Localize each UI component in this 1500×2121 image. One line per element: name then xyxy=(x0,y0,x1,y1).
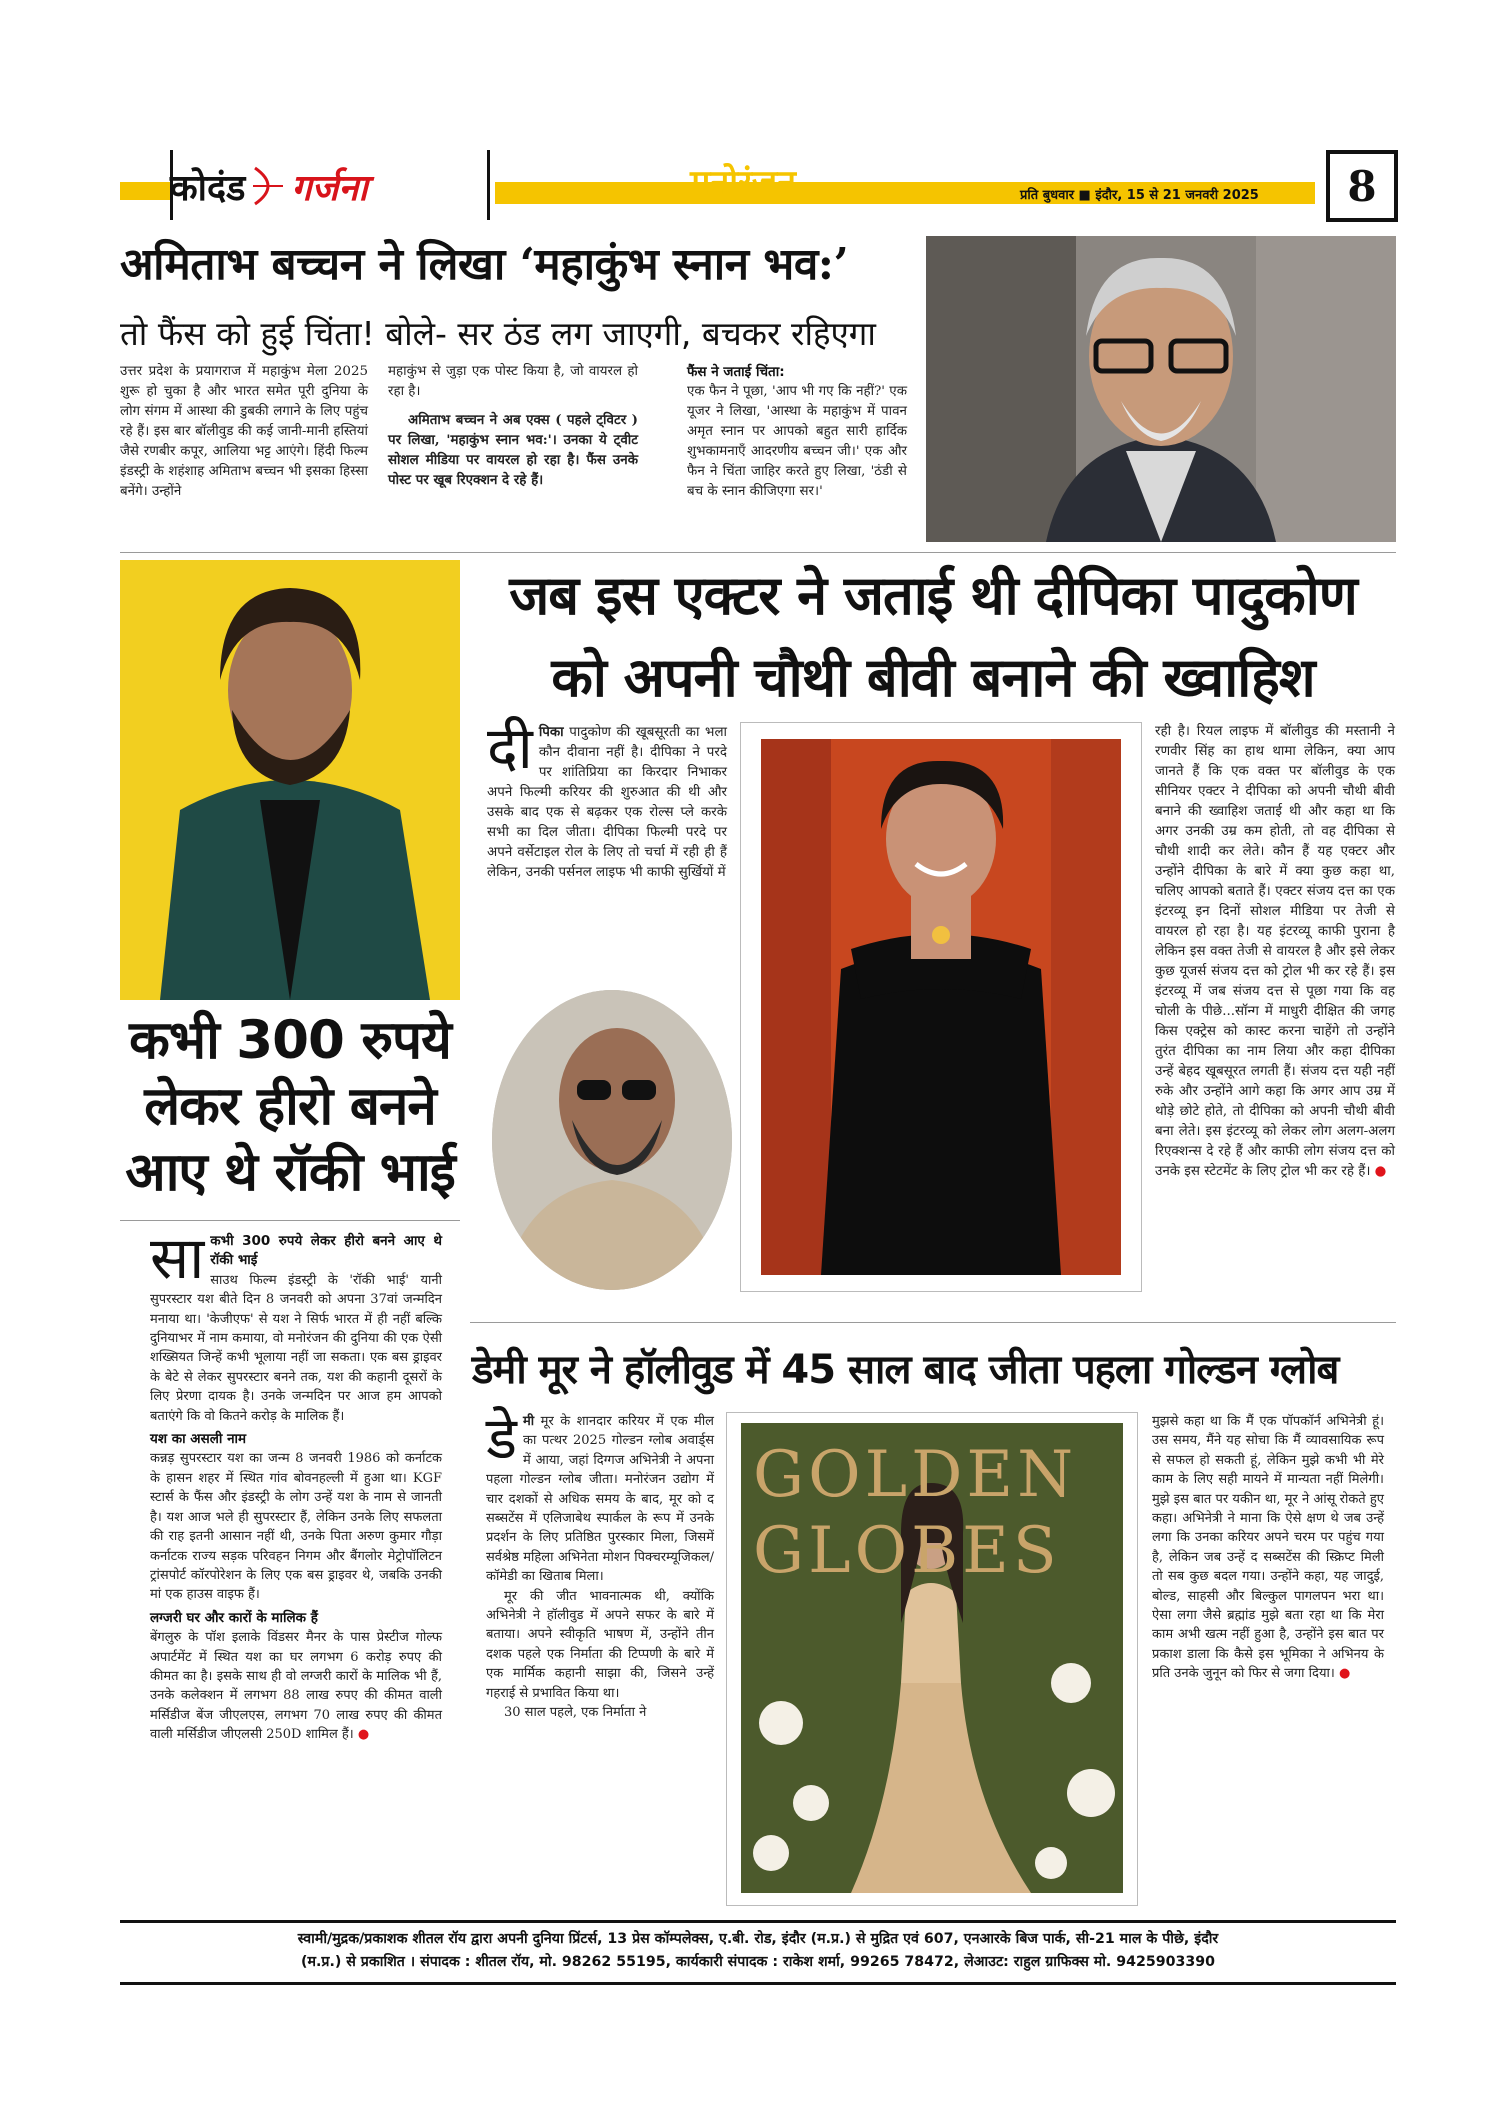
story3-headline-line1: कभी 300 रुपये xyxy=(129,1010,451,1071)
story4-col1-para3: 30 साल पहले, एक निर्माता ने xyxy=(504,1705,647,1721)
story4-col2 xyxy=(1152,1412,1384,1684)
story2-dropcap: दी xyxy=(487,714,533,782)
story3-subhead1: यश का असली नाम xyxy=(150,1431,247,1448)
story3-lead: कभी 300 रुपये लेकर हीरो बनने आए थे रॉकी भाई xyxy=(210,1233,442,1269)
section-title: मनोरंजन xyxy=(690,163,797,203)
imprint-line1: स्वामी/मुद्रक/प्रकाशक शीतल रॉय द्वारा अपनी दुनिया प्रिंटर्स, 13 प्रेस कॉम्पलेक्स, ए.बी. रोड, इंदौर (म.प्र.) से मुद्रित एवं 607, एनआरके बिज पार्क, सी-21 माल के पीछे, इंदौर xyxy=(297,1931,1219,1947)
story3-para3 xyxy=(150,1628,442,1744)
yash-photo xyxy=(120,560,460,1000)
deepika-photo-frame xyxy=(740,722,1142,1292)
story3-para3-text: बेंगलुरु के पॉश इलाके विंडसर मैनर के पास प्रेस्टीज गोल्फ अपार्टमेंट में स्थित यश का घर लगभग 6 करोड़ रुपए की कीमत का है। इसके साथ ही वो लग्जरी कारों के मालिक भी हैं, उनके कलेक्शन में लगभग 88 लाख रुपए की कीमत वाली मर्सिडीज बेंज जीएलएस, लगभग 70 लाख रुपए की कीमत वाली मर्सिडीज जीएलसी 250D शामिल हैं। xyxy=(150,1630,442,1743)
story1-col1: उत्तर प्रदेश के प्रयागराज में महाकुंभ मेला 2025 शुरू हो चुका है और भारत समेत पूरी दुनिया के लोग संगम में आस्था की डुबकी लगाने के लिए पहुंच रहे हैं। इस बार बॉलीवुड की कई जानी-मानी हस्तियां जैसे रणबीर कपूर, आलिया भट्ट आएंगे। हिंदी फिल्म इंडस्ट्री के शहंशाह अमिताभ बच्चन भी इसका हिस्सा बनेंगे। उन्होंने xyxy=(120,364,368,499)
story3-para2: कन्नड़ सुपरस्टार यश का जन्म 8 जनवरी 1986 को कर्नाटक के हासन शहर में स्थित गांव बोवनहल्ली में हुआ था। KGF स्टार्स के फैंस और इंडस्ट्री के लोग उन्हें यश के नाम से जानती है। यश आज भले ही सुपरस्टार हैं, लेकिन उनके लिए सफलता की राह इतनी आसान नहीं थी, उनके पिता अरुण कुमार गौड़ा कर्नाटक राज्य सड़क परिवहन निगम और बैंगलोर मेट्रोपॉलिटन ट्रांसपोर्ट कॉरपोरेशन के लिए एक बस ड्राइवर थे, जबकि उनकी मां एक हाउस वाइफ हैं। xyxy=(150,1451,442,1603)
masthead-bar-left xyxy=(120,182,170,200)
logo-text-garjana: गर्जना xyxy=(291,167,368,209)
story3-subhead2: लग्जरी घर और कारों के मालिक हैं xyxy=(150,1609,318,1626)
story2-headline xyxy=(470,560,1396,714)
footer-bottom-rule xyxy=(120,1982,1396,1985)
end-dot-icon: ● xyxy=(357,1727,370,1743)
story1-col2 xyxy=(388,362,638,490)
story4-headline: डेमी मूर ने हॉलीवुड में 45 साल बाद जीता पहला गोल्डन ग्लोब xyxy=(472,1347,1339,1393)
story2-col2 xyxy=(1155,722,1395,1182)
imprint-footer xyxy=(120,1928,1396,1974)
story3-headline-line3: आए थे रॉकी भाई xyxy=(125,1142,455,1203)
story1-col2-text: महाकुंभ से जुड़ा एक पोस्ट किया है, जो वायरल हो रहा है। xyxy=(388,364,638,399)
story3-headline-line2: लेकर हीरो बनने xyxy=(144,1076,436,1137)
end-dot-icon: ● xyxy=(1338,1666,1351,1682)
story1-col3-subhead: फैंस ने जताई चिंता: xyxy=(687,364,785,380)
demi-moore-photo-frame xyxy=(726,1412,1138,1906)
end-dot-icon: ● xyxy=(1374,1164,1387,1179)
story4-col1-text: मूर के शानदार करियर में एक मील का पत्थर 2025 गोल्डन ग्लोब अवार्ड्स में आया, जहां दिग्गज अभिनेत्री ने अपना पहला गोल्डन ग्लोब जीता। मनोरंजन उद्योग में चार दशकों से अधिक समय के बाद, मूर को द सब्सटेंस में एलिजाबेथ स्पार्कल के रूप में उनके प्रदर्शन के लिए प्रतिष्ठित पुरस्कार मिला, जिसमें सर्वश्रेष्ठ महिला अभिनेता मोशन पिक्चरम्यूजिकल/कॉमेडी का खिताब मिला। xyxy=(486,1414,714,1585)
story2-headline-line1: जब इस एक्टर ने जताई थी दीपिका पादुकोण xyxy=(509,564,1357,627)
amitabh-photo xyxy=(926,236,1396,542)
story1-col3 xyxy=(687,362,907,502)
story4-col1-para2: मूर की जीत भावनात्मक थी, क्योंकि अभिनेत्री ने हॉलीवुड में अपने सफर के बारे में बताया। अपने स्वीकृति भाषण में, उन्होंने तीन दशक पहले एक निर्माता की टिप्पणी के बारे में एक मार्मिक कहानी साझा की, जिसने उन्हें गहराई से प्रभावित किया था। xyxy=(486,1588,714,1701)
story1-subhead: तो फैंस को हुई चिंता! बोले- सर ठंड लग जाएगी, बचकर रहिएगा xyxy=(120,314,876,353)
story2-bottom-rule xyxy=(470,1322,1396,1323)
golden-globes-backdrop-text: GOLDEN GLOBES xyxy=(753,1438,1078,1588)
newspaper-logo[interactable] xyxy=(170,148,490,224)
story3-body xyxy=(150,1224,442,1745)
story4-dropcap: डे xyxy=(486,1404,518,1472)
story2-col1-text: पादुकोण की खूबसूरती का भला कौन दीवाना नहीं है। दीपिका ने परदे पर शांतिप्रिया का किरदार निभाकर अपने फिल्मी करियर की शुरुआत की थी और उसके बाद एक से बढ़कर एक रोल्स प्ले करके सभी का दिल जीता। दीपिका फिल्मी परदे पर अपने वर्सेटाइल रोल के लिए तो चर्चा में रही ही हैं लेकिन, उनकी पर्सनल लाइफ भी काफी सुर्खियों में xyxy=(487,725,727,880)
story4-col2-text: मुझसे कहा था कि मैं एक पॉपकॉर्न अभिनेत्री हूं। उस समय, मैंने यह सोचा कि मैं व्यावसायिक रूप से सफल हो सकती हूं, लेकिन मुझे कभी भी मेरे काम के लिए सही मायने में मान्यता नहीं मिलेगी। मुझे इस बात पर यकीन था, मूर ने आंसू रोकते हुए कहा। अभिनेत्री ने माना कि ऐसे क्षण थे जब उन्हें लगा कि उनका करियर अपने चरम पर पहुंच गया है, लेकिन जब उन्हें द सब्सटेंस की स्क्रिप्ट मिली तो सब कुछ बदल गया। उन्होंने कहा, यह जादुई, बोल्ड, साहसी और बिल्कुल पागलपन भरा था। ऐसा लगा जैसे ब्रह्मांड मुझे बता रहा था कि मेरा काम अभी खत्म नहीं हुआ है, उन्होंने इस बात पर प्रकाश डाला कि कैसे इस भूमिका ने अभिनय के प्रति उनके जुनून को फिर से जगा दिया। xyxy=(1152,1414,1384,1682)
story3-dropcap: सा xyxy=(150,1224,205,1292)
story3-headline xyxy=(120,1008,460,1206)
footer-top-rule xyxy=(120,1920,1396,1923)
story1-col3-text: एक फैन ने पूछा, 'आप भी गए कि नहीं?' एक यूजर ने लिखा, 'आस्था के महाकुंभ में पावन अमृत स्नान पर आपको बहुत सारी हार्दिक शुभकामनाएँ आदरणीय बच्चन जी।' एक और फैन ने चिंता जाहिर करते हुए लिखा, 'ठंडी से बच के स्नान कीजिएगा सर।' xyxy=(687,384,907,499)
story3-rule xyxy=(120,1220,460,1221)
bow-arrow-icon xyxy=(251,166,285,206)
masthead-divider xyxy=(487,150,490,220)
deepika-photo xyxy=(761,739,1121,1275)
story1-headline: अमिताभ बच्चन ने लिखा ‘महाकुंभ स्नान भव:’ xyxy=(120,239,849,290)
issue-date: प्रति बुधवार ■ इंदौर, 15 से 21 जनवरी 2025 xyxy=(1020,188,1259,203)
story4-lead: मी xyxy=(523,1414,535,1429)
demi-moore-photo xyxy=(741,1423,1123,1893)
story2-col2-text: रही है। रियल लाइफ में बॉलीवुड की मस्तानी ने रणवीर सिंह का हाथ थामा लेकिन, क्या आप जानते हैं कि एक वक्त पर बॉलीवुड के एक सीनियर एक्टर ने दीपिका को अपनी चौथी बीवी बनाने की ख्वाहिश जताई थी और कहा था कि अगर उनकी उम्र कम होती, तो वह दीपिका से चौथी शादी कर लेते। कौन हैं यह एक्टर और उन्होंने दीपिका के बारे में क्या कुछ कहा था, चलिए आपको बताते हैं। एक्टर संजय दत्त का एक इंटरव्यू इन दिनों सोशल मीडिया पर तेजी से वायरल हो रहा है। यह इंटरव्यू काफी पुराना है लेकिन इस वक्त तेजी से वायरल है और इसे लेकर कुछ यूजर्स संजय दत्त को ट्रोल भी कर रहे हैं। इस इंटरव्यू में जब संजय दत्त से पूछा गया कि वह चोली के पीछे...सॉन्ग में माधुरी दीक्षित की जगह किस एक्ट्रेस को कास्ट करना चाहेंगे तो उन्होंने तुरंत दीपिका का नाम लिया और कहा दीपिका उन्हें बेहद खूबसूरत लगती हैं। संजय दत्त यही नहीं रुके और उन्होंने आगे कहा कि अगर आप उम्र में थोड़े छोटे होते, तो दीपिका को अपनी चौथी बीवी बना लेते। इस इंटरव्यू को लेकर लोग अलग-अलग रिएक्शन्स दे रहे हैं और काफी लोग संजय दत्त को उनके इस स्टेटमेंट के लिए ट्रोल भी कर रहे हैं। xyxy=(1155,724,1395,1179)
story1-bottom-rule xyxy=(120,552,1396,553)
sanjay-dutt-photo xyxy=(492,990,732,1290)
story1-col2-bold: अमिताभ बच्चन ने अब एक्स ( पहले ट्विटर ) पर लिखा, 'महाकुंभ स्नान भव:'। उनका ये ट्वीट सोशल मीडिया पर वायरल हो रहा है। फैंस उनके पोस्ट पर खूब रिएक्शन दे रहे हैं। xyxy=(388,412,638,488)
story4-col1 xyxy=(486,1404,714,1723)
imprint-line2: (म.प्र.) से प्रकाशित । संपादक : शीतल रॉय, मो. 98262 55195, कार्यकारी संपादक : राकेश शर्मा, 99265 78472, लेआउट: राहुल ग्राफिक्स मो. 9425903390 xyxy=(301,1954,1215,1970)
story2-col1 xyxy=(487,714,727,883)
page-number: 8 xyxy=(1326,150,1398,222)
story3-para1: साउथ फिल्म इंडस्ट्री के 'रॉकी भाई' यानी सुपरस्टार यश बीते दिन 8 जनवरी को अपना 37वां जन्मदिन मनाया था। 'केजीएफ' से यश ने सिर्फ भारत में ही नहीं बल्कि दुनियाभर में नाम कमाया, वो मनोरंजन की दुनिया की एक ऐसी शख्सियत जिन्हें कभी भूलाया नहीं जा सकता। एक बस ड्राइवर के बेटे से लेकर सुपरस्टार बनने तक, यश की कहानी दूसरों के लिए प्रेरणा दायक है। उनके जन्मदिन पर आज हम आपको बताएंगे कि वो कितने करोड़ के मालिक हैं। xyxy=(150,1272,442,1424)
story2-headline-line2: को अपनी चौथी बीवी बनाने की ख्वाहिश xyxy=(551,646,1315,709)
story2-lead: पिका xyxy=(538,724,564,740)
logo-text-kodand: कोदंड xyxy=(170,167,246,209)
